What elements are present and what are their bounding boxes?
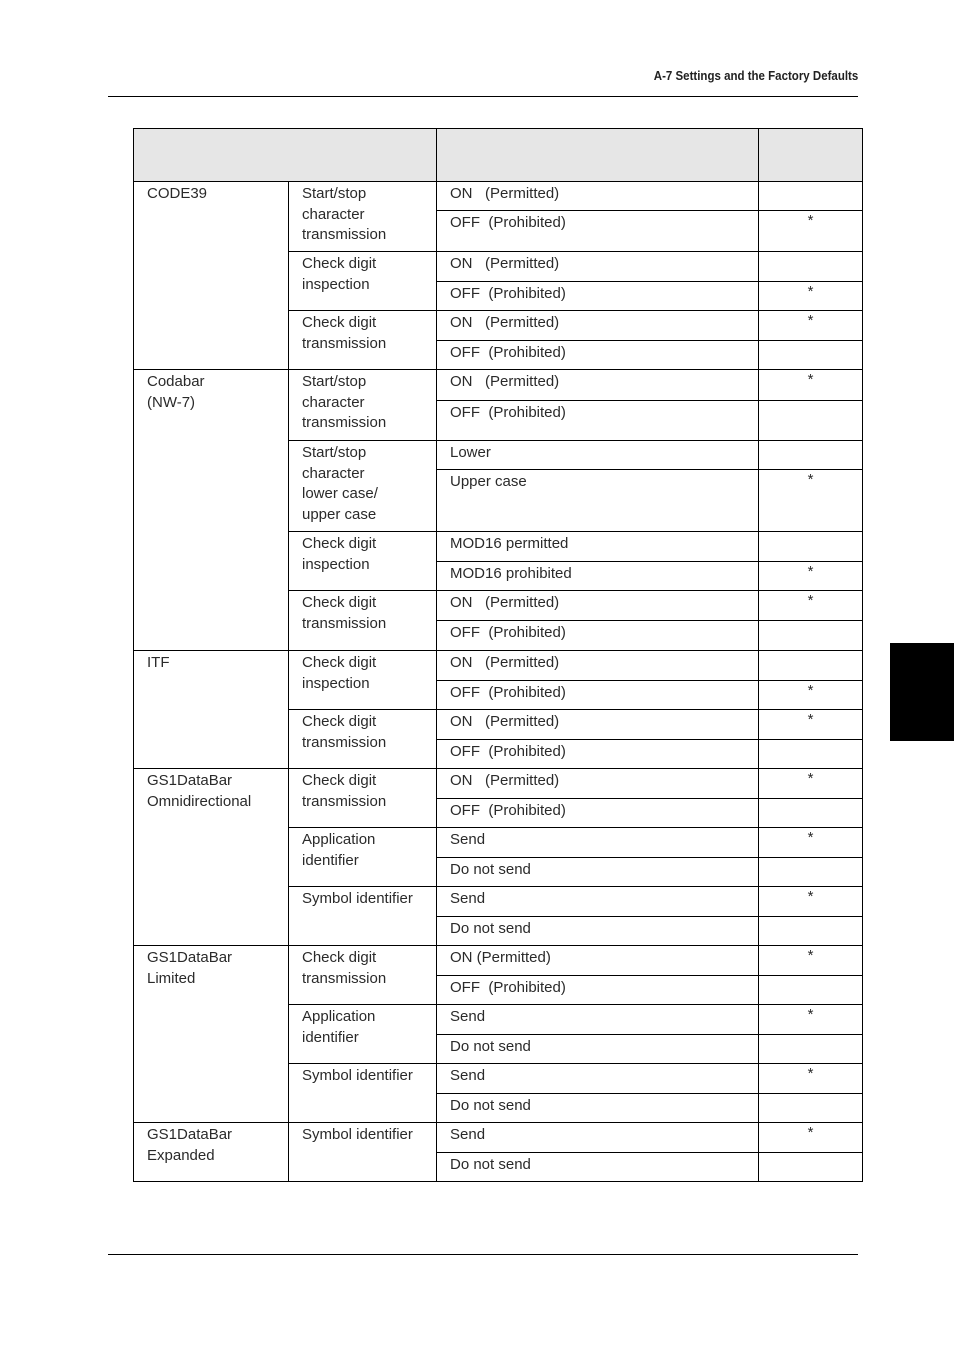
default-marker-cell: [759, 858, 863, 887]
setting-item-cell: Symbol identifier: [289, 887, 437, 946]
setting-item-cell: Start/stop character transmission: [289, 370, 437, 441]
option-cell: ON (Permitted): [437, 252, 759, 282]
option-cell: OFF (Prohibited): [437, 681, 759, 710]
option-cell: Do not send: [437, 1153, 759, 1182]
setting-item-cell: Check digit transmission: [289, 946, 437, 1005]
option-cell: Do not send: [437, 858, 759, 887]
setting-item-cell: Symbol identifier: [289, 1064, 437, 1123]
default-marker-cell: *: [759, 470, 863, 532]
option-cell: Send: [437, 828, 759, 858]
header-cell-default: [759, 129, 863, 182]
setting-item-cell: Check digit transmission: [289, 710, 437, 769]
option-cell: Do not send: [437, 1094, 759, 1123]
default-marker-cell: *: [759, 370, 863, 401]
default-marker-cell: *: [759, 562, 863, 591]
default-marker-cell: [759, 441, 863, 470]
default-marker-cell: [759, 1153, 863, 1182]
setting-item-cell: Check digit inspection: [289, 252, 437, 311]
header-cell-setting: [437, 129, 759, 182]
default-marker-cell: *: [759, 282, 863, 311]
default-marker-cell: *: [759, 591, 863, 621]
chapter-tab: [890, 643, 954, 741]
symbology-cell: Codabar (NW-7): [134, 370, 289, 651]
default-marker-cell: [759, 621, 863, 651]
option-cell: Upper case: [437, 470, 759, 532]
default-marker-cell: [759, 182, 863, 211]
symbology-cell: CODE39: [134, 182, 289, 370]
default-marker-cell: *: [759, 1005, 863, 1035]
option-cell: OFF (Prohibited): [437, 799, 759, 828]
symbology-cell: ITF: [134, 651, 289, 769]
option-cell: ON (Permitted): [437, 311, 759, 341]
default-marker-cell: [759, 917, 863, 946]
option-cell: OFF (Prohibited): [437, 211, 759, 252]
table-row: [134, 946, 863, 976]
default-marker-cell: *: [759, 887, 863, 917]
header-cell-item: [134, 129, 437, 182]
option-cell: OFF (Prohibited): [437, 976, 759, 1005]
default-marker-cell: [759, 341, 863, 370]
option-cell: MOD16 prohibited: [437, 562, 759, 591]
default-marker-cell: [759, 1035, 863, 1064]
default-marker-cell: *: [759, 1123, 863, 1153]
option-cell: OFF (Prohibited): [437, 341, 759, 370]
table-row: [134, 1123, 863, 1153]
option-cell: ON (Permitted): [437, 946, 759, 976]
setting-item-cell: Application identifier: [289, 1005, 437, 1064]
setting-item-cell: Check digit inspection: [289, 651, 437, 710]
setting-item-cell: Symbol identifier: [289, 1123, 437, 1182]
setting-item-cell: Start/stop character transmission: [289, 182, 437, 252]
option-cell: Lower: [437, 441, 759, 470]
default-marker-cell: *: [759, 710, 863, 740]
option-cell: ON (Permitted): [437, 769, 759, 799]
option-cell: Send: [437, 1123, 759, 1153]
option-cell: OFF (Prohibited): [437, 401, 759, 441]
table-row: [134, 769, 863, 799]
table-body: [134, 182, 863, 1182]
option-cell: OFF (Prohibited): [437, 740, 759, 769]
table-row: [134, 182, 863, 211]
option-cell: ON (Permitted): [437, 370, 759, 401]
default-marker-cell: [759, 799, 863, 828]
default-marker-cell: *: [759, 946, 863, 976]
default-marker-cell: [759, 651, 863, 681]
table-row: [134, 651, 863, 681]
header-rule: [108, 96, 858, 97]
running-header: A-7 Settings and the Factory Defaults: [653, 69, 858, 83]
default-marker-cell: *: [759, 828, 863, 858]
default-marker-cell: [759, 401, 863, 441]
default-marker-cell: [759, 976, 863, 1005]
option-cell: ON (Permitted): [437, 591, 759, 621]
setting-item-cell: Check digit inspection: [289, 532, 437, 591]
option-cell: Send: [437, 1064, 759, 1094]
default-marker-cell: *: [759, 1064, 863, 1094]
default-marker-cell: *: [759, 311, 863, 341]
default-marker-cell: [759, 1094, 863, 1123]
option-cell: ON (Permitted): [437, 182, 759, 211]
option-cell: OFF (Prohibited): [437, 282, 759, 311]
setting-item-cell: Check digit transmission: [289, 769, 437, 828]
setting-item-cell: Check digit transmission: [289, 591, 437, 651]
settings-table: [133, 128, 863, 1182]
table-row: [134, 370, 863, 401]
setting-item-cell: Application identifier: [289, 828, 437, 887]
symbology-cell: GS1DataBar Limited: [134, 946, 289, 1123]
default-marker-cell: *: [759, 681, 863, 710]
option-cell: Send: [437, 887, 759, 917]
footer-rule: [108, 1254, 858, 1255]
option-cell: ON (Permitted): [437, 651, 759, 681]
default-marker-cell: [759, 252, 863, 282]
option-cell: MOD16 permitted: [437, 532, 759, 562]
symbology-cell: GS1DataBar Expanded: [134, 1123, 289, 1182]
default-marker-cell: [759, 740, 863, 769]
table-header-row: [134, 129, 863, 182]
option-cell: Send: [437, 1005, 759, 1035]
setting-item-cell: Start/stop character lower case/ upper case: [289, 441, 437, 532]
symbology-cell: GS1DataBar Omnidirectional: [134, 769, 289, 946]
option-cell: ON (Permitted): [437, 710, 759, 740]
default-marker-cell: *: [759, 211, 863, 252]
default-marker-cell: [759, 532, 863, 562]
option-cell: OFF (Prohibited): [437, 621, 759, 651]
setting-item-cell: Check digit transmission: [289, 311, 437, 370]
option-cell: Do not send: [437, 917, 759, 946]
option-cell: Do not send: [437, 1035, 759, 1064]
default-marker-cell: *: [759, 769, 863, 799]
